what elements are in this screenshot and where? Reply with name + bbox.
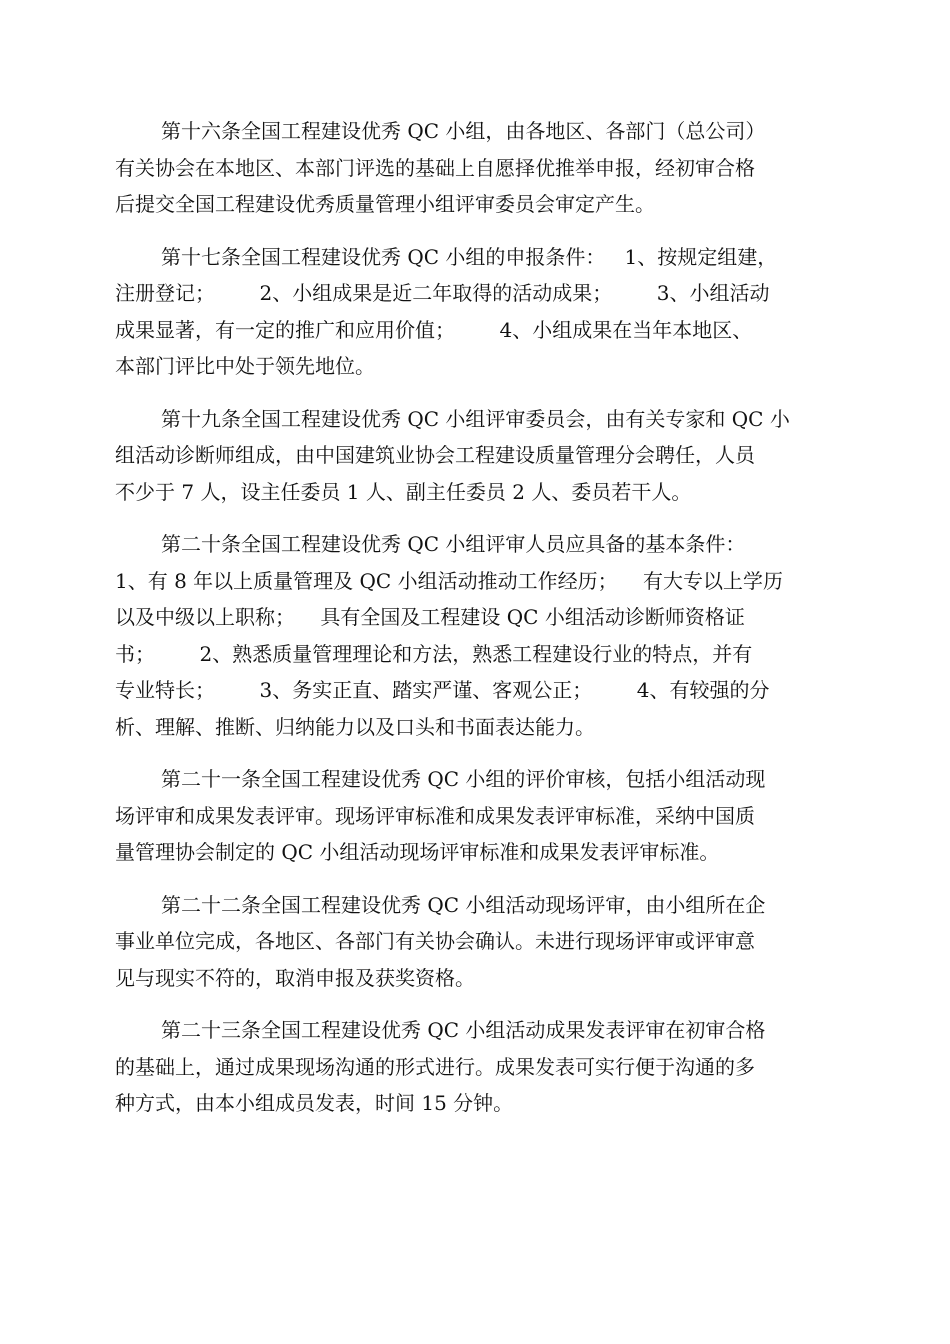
paragraph-line: 事业单位完成，各地区、各部门有关协会确认。未进行现场评审或评审意 [115,929,755,953]
paragraph-line: 专业特长； 3、务实正直、踏实严谨、客观公正； 4、有较强的分 [115,678,770,702]
paragraph-line: 量管理协会制定的 QC 小组活动现场评审标准和成果发表评审标准。 [115,840,720,864]
paragraph-line: 后提交全国工程建设优秀质量管理小组评审委员会审定产生。 [115,192,655,216]
paragraph-line: 析、理解、推断、归纳能力以及口头和书面表达能力。 [115,714,595,739]
paragraph-line: 第十九条全国工程建设优秀 QC 小组评审委员会，由有关专家和 QC 小 [161,406,790,431]
paragraph-line: 第十七条全国工程建设优秀 QC 小组的申报条件： 1、按规定组建， [161,244,778,269]
document-page [115,113,833,1138]
paragraph-line: 场评审和成果发表评审。现场评审标准和成果发表评审标准，采纳中国质 [115,803,755,828]
article-19-paragraph [115,401,833,511]
paragraph-line: 第二十三条全国工程建设优秀 QC 小组活动成果发表评审在初审合格 [161,1018,766,1042]
article-23-paragraph [115,1012,833,1122]
paragraph-line: 以及中级以上职称； 具有全国及工程建设 QC 小组活动诊断师资格证 [115,605,745,629]
paragraph-line: 不少于 7 人，设主任委员 1 人、副主任委员 2 人、委员若干人。 [115,479,692,504]
paragraph-line: 成果显著，有一定的推广和应用价值； 4、小组成果在当年本地区、 [115,317,753,342]
paragraph-line: 有关协会在本地区、本部门评选的基础上自愿择优推举申报，经初审合格 [115,155,755,180]
paragraph-line: 第十六条全国工程建设优秀 QC 小组，由各地区、各部门（总公司） [161,119,766,143]
article-22-paragraph [115,887,833,997]
article-20-paragraph [115,526,833,745]
paragraph-line: 组活动诊断师组成，由中国建筑业协会工程建设质量管理分会聘任，人员 [115,443,755,467]
paragraph-line: 1、有 8 年以上质量管理及 QC 小组活动推动工作经历； 有大专以上学历 [115,568,784,593]
paragraph-line: 注册登记； 2、小组成果是近二年取得的活动成果； 3、小组活动 [115,281,770,305]
paragraph-line: 的基础上，通过成果现场沟通的形式进行。成果发表可实行便于沟通的多 [115,1054,755,1079]
paragraph-line: 第二十一条全国工程建设优秀 QC 小组的评价审核，包括小组活动现 [161,767,766,791]
paragraph-line: 种方式，由本小组成员发表，时间 15 分钟。 [115,1091,514,1115]
paragraph-line: 第二十二条全国工程建设优秀 QC 小组活动现场评审，由小组所在企 [161,892,766,917]
paragraph-line: 第二十条全国工程建设优秀 QC 小组评审人员应具备的基本条件： [161,532,746,556]
article-21-paragraph [115,761,833,871]
paragraph-line: 书； 2、熟悉质量管理理论和方法，熟悉工程建设行业的特点，并有 [115,641,753,666]
article-16-paragraph [115,113,833,223]
paragraph-line: 本部门评比中处于领先地位。 [115,354,375,378]
paragraph-line: 见与现实不符的，取消申报及获奖资格。 [115,965,475,990]
article-17-paragraph [115,239,833,385]
